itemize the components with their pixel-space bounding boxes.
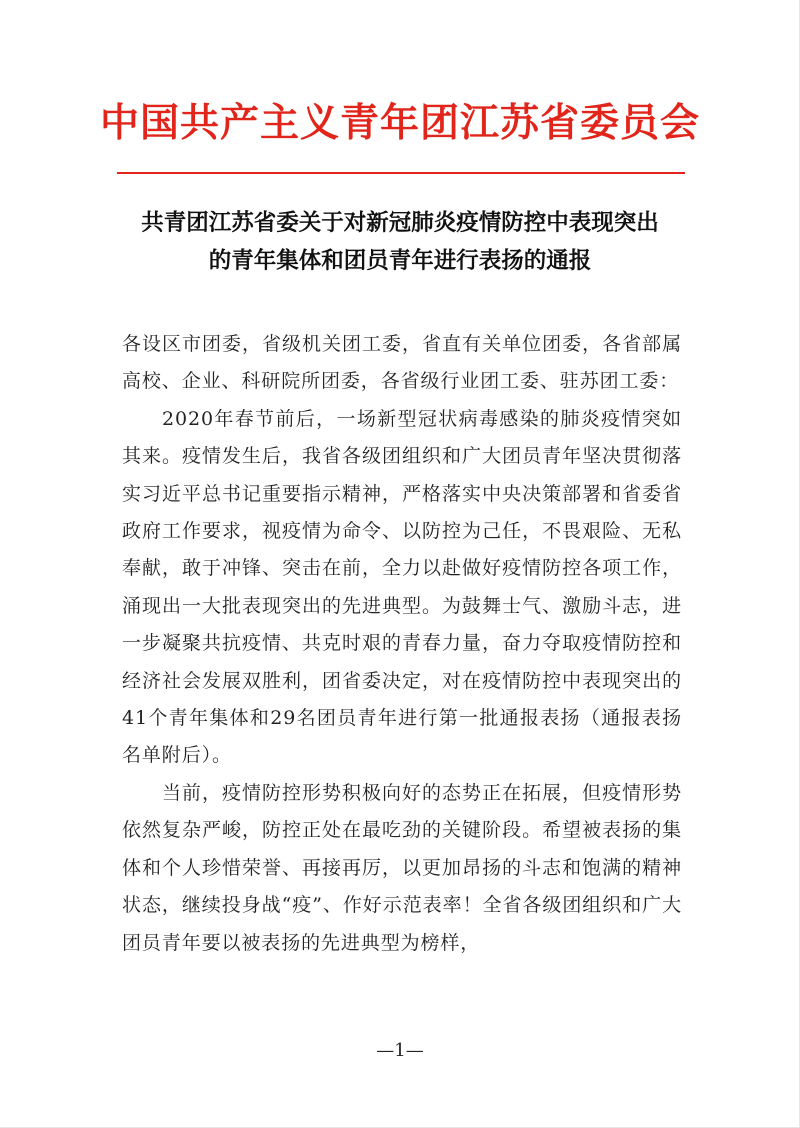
document-title xyxy=(0,204,800,280)
body-paragraph-1: 2020年春节前后，一场新型冠状病毒感染的肺炎疫情突如其来。疫情发生后，我省各级团组织和广大团员青年坚决贯彻落实习近平总书记重要指示精神，严格落实中央决策部署和省委省政府工作要求，视疫情为命令、以防控为己任，不畏艰险、无私奉献，敢于冲锋、突击在前，全力以赴做好疫情防控各项工作，涌现出一大批表现突出的先进典型。为鼓舞士气、激励斗志，进一步凝聚共抗疫情、共克时艰的青春力量，奋力夺取疫情防控和经济社会发展双胜利，团省委决定，对在疫情防控中表现突出的41个青年集体和29名团员青年进行第一批通报表扬（通报表扬名单附后）。 xyxy=(122,407,682,767)
red-divider-line xyxy=(117,172,685,174)
organization-header: 中国共产主义青年团江苏省委员会 xyxy=(99,100,700,146)
body-paragraph-2: 当前，疫情防控形势积极向好的态势正在拓展，但疫情形势依然复杂严峻，防控正处在最吃劲的关键阶段。希望被表扬的集体和个人珍惜荣誉、再接再厉，以更加昂扬的斗志和饱满的精神状态，继续投身战“疫”、作好示范表率！全省各级团组织和广大团员青年要以被表扬的先进典型为榜样， xyxy=(122,781,682,954)
document-body xyxy=(122,326,682,962)
document-title-line-1: 共青团江苏省委关于对新冠肺炎疫情防控中表现突出 xyxy=(141,210,659,236)
document-title-line-2: 的青年集体和团员青年进行表扬的通报 xyxy=(208,248,592,274)
salutation: 各设区市团委，省级机关团工委，省直有关单位团委，各省部属高校、企业、科研院所团委，各省级行业团工委、驻苏团工委： xyxy=(122,333,682,393)
page-number: —1— xyxy=(376,1040,424,1061)
